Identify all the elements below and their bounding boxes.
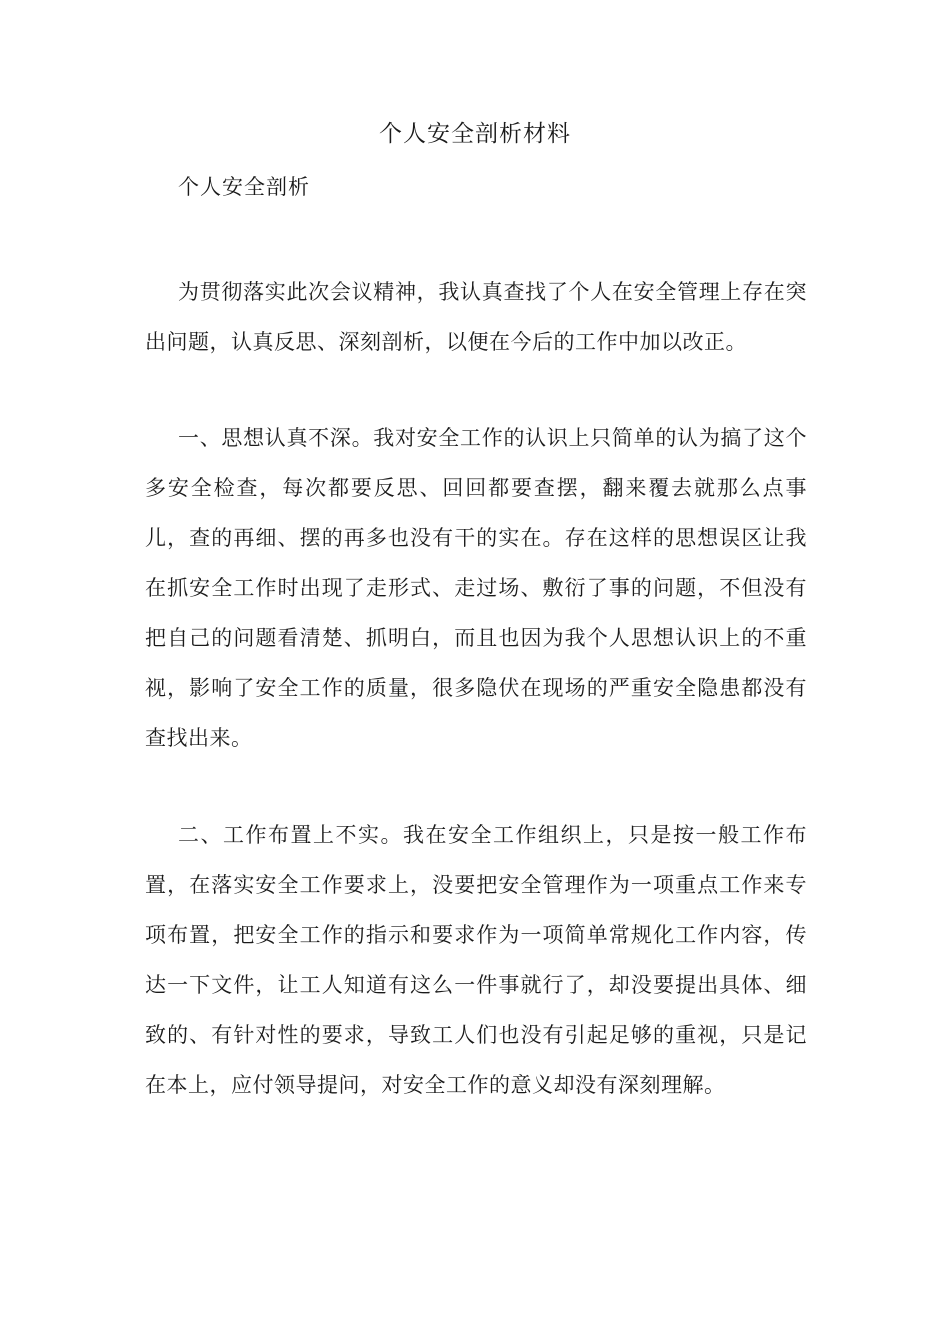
document-title: 个人安全剖析材料 xyxy=(379,121,571,147)
paragraph-section-2: 二、工作布置上不实。我在安全工作组织上，只是按一般工作布置，在落实安全工作要求上，没要把安全管理作为一项重点工作来专项布置，把安全工作的指示和要求作为一项简单常规化工作内容，传达一下文件，让工人知道有这么一件事就行了，却没要提出具体、细致的、有针对性的要求，导致工人们也没有引起足够的重视，只是记在本上，应付领导提问，对安全工作的意义却没有深刻理解。 xyxy=(145,823,807,1097)
paragraph-intro: 为贯彻落实此次会议精神，我认真查找了个人在安全管理上存在突出问题，认真反思、深刻剖析，以便在今后的工作中加以改正。 xyxy=(145,280,807,354)
document-subtitle: 个人安全剖析 xyxy=(178,175,310,199)
paragraph-section-1: 一、思想认真不深。我对安全工作的认识上只简单的认为搞了这个多安全检查，每次都要反思、回回都要查摆，翻来覆去就那么点事儿，查的再细、摆的再多也没有干的实在。存在这样的思想误区让我在抓安全工作时出现了走形式、走过场、敷衍了事的问题，不但没有把自己的问题看清楚、抓明白，而且也因为我个人思想认识上的不重视，影响了安全工作的质量，很多隐伏在现场的严重安全隐患都没有查找出来。 xyxy=(145,426,807,750)
